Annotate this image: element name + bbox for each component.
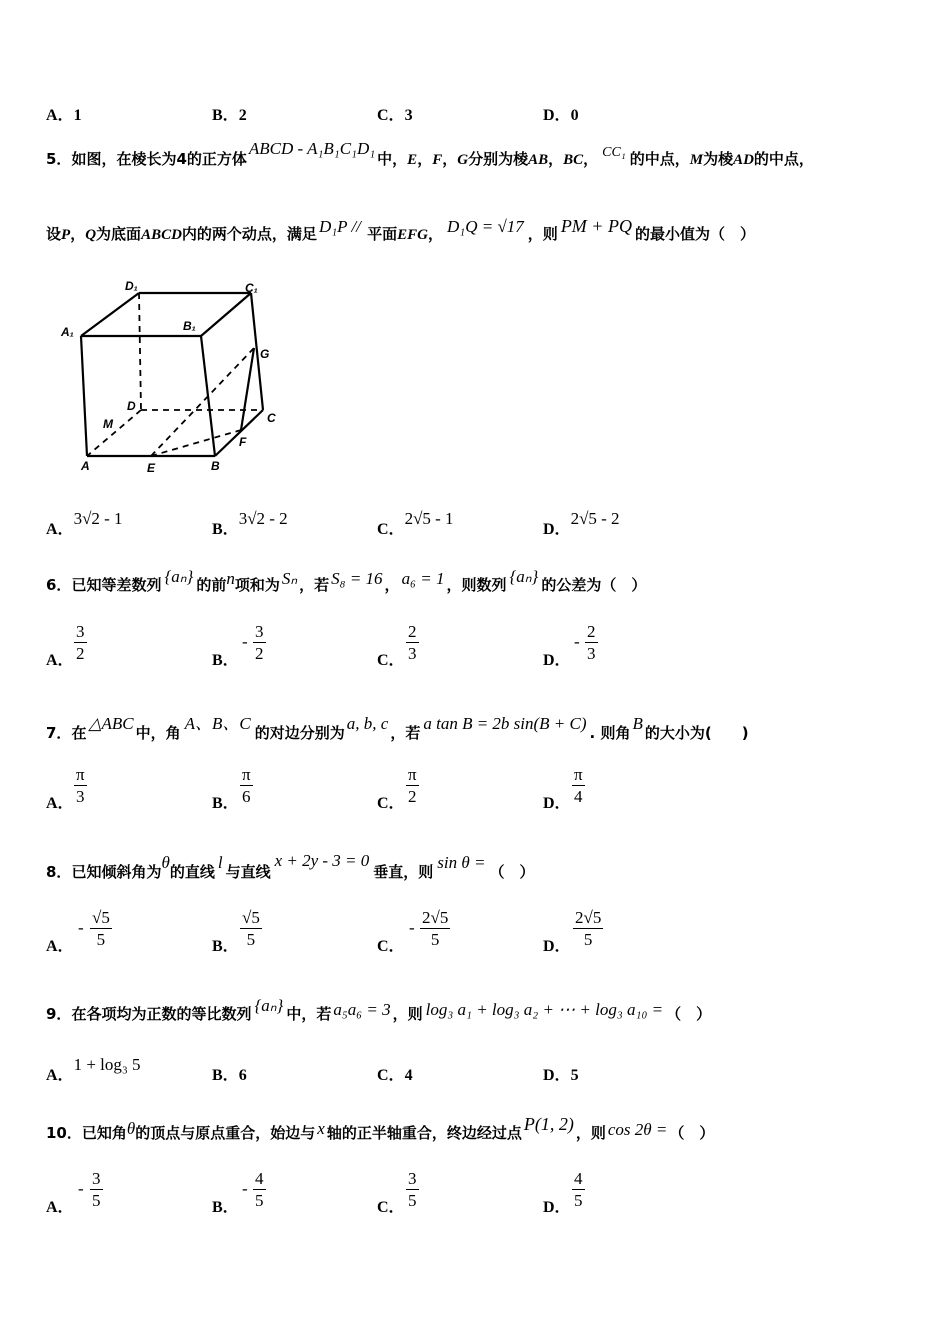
fig-label-a: A (81, 459, 90, 473)
q7-option-c-frac: $\frac{\pi}{2}$ (408, 765, 417, 806)
q6-number: 6． (46, 576, 72, 594)
q8-stem: 8．已知倾斜角为θ的直线 l 与直线x + 2y - 3 = 0垂直，则 sin θ = （ ） (46, 851, 535, 881)
q10-option-c-frac: $\frac{3}{5}$ (408, 1169, 417, 1210)
q5-cube-name: ABCD - A₁B₁C₁D₁ (248, 139, 376, 158)
q7-number: 7． (46, 724, 72, 742)
fig-label-d1: D₁ (125, 279, 138, 293)
fig-label-m: M (103, 417, 113, 431)
fig-label-a1: A₁ (61, 325, 74, 339)
q4-option-b[interactable]: B．2 (212, 107, 247, 124)
fig-label-e: E (147, 461, 156, 475)
q4-option-c[interactable]: C．3 (377, 107, 413, 124)
q8-number: 8． (46, 863, 72, 881)
q8-option-b-frac: $\frac{√5}{5}$ (242, 908, 260, 949)
q5-cube-figure (55, 278, 295, 478)
fig-label-c1: C₁ (245, 281, 258, 295)
q9-number: 9． (46, 1005, 72, 1023)
q6-option-a-frac: $\frac{3}{2}$ (76, 622, 85, 663)
fig-label-f: F (239, 435, 247, 449)
fig-label-g: G (260, 347, 270, 361)
q10-option-a-frac: $\frac{3}{5}$ (92, 1169, 101, 1210)
q4-option-a[interactable]: A．1 (46, 107, 82, 124)
q5-line2: 设P，Q为底面ABCD内的两个动点，满足 D₁P // 平面EFG， D₁Q = √17 ，则 PM + PQ 的最小值为（ ） (46, 216, 755, 243)
q6-option-c-frac: $\frac{2}{3}$ (408, 622, 417, 663)
q8-option-a-frac: $\frac{√5}{5}$ (92, 908, 110, 949)
q5-number: 5． (46, 150, 72, 168)
q7-stem: 7．在 △ABC 中，角 A、B、C 的对边分别为 a, b, c ，若 a tan B = 2b sin(B + C) . 则角 B 的大小为( ) (46, 714, 749, 742)
q5-option-d[interactable]: D．2√5 - 2 (543, 509, 620, 538)
q9-option-c[interactable]: C．4 (377, 1067, 413, 1084)
q10-stem: 10．已知角θ的顶点与原点重合，始边与 x 轴的正半轴重合，终边经过点 P(1, 2) ，则 cos 2θ = （ ） (46, 1114, 715, 1142)
q10-option-b-frac: $\frac{4}{5}$ (255, 1169, 264, 1210)
q7-option-b-frac: $\frac{\pi}{6}$ (242, 765, 251, 806)
q6-stem: 6．已知等差数列 {aₙ} 的前n项和为 Sₙ ，若 S₈ = 16 ， a₆ = 1 ，则数列 {aₙ} 的公差为（ ） (46, 567, 647, 594)
fig-label-d: D (127, 399, 136, 413)
q6-option-d-frac: $\frac{2}{3}$ (587, 622, 596, 663)
q7-option-a-frac: $\frac{\pi}{3}$ (76, 765, 85, 806)
q5-option-b[interactable]: B．3√2 - 2 (212, 509, 288, 538)
q4-option-d[interactable]: D．0 (543, 107, 579, 124)
q10-number: 10． (46, 1124, 82, 1142)
q10-option-d-frac: $\frac{4}{5}$ (574, 1169, 583, 1210)
q5-line1: 5．如图，在棱长为4的正方体ABCD - A₁B₁C₁D₁中，E，F，G分别为棱AB，BC， CC₁ 的中点，M为棱AD的中点， (46, 139, 814, 168)
q9-stem: 9．在各项均为正数的等比数列 {aₙ} 中，若 a₅a₆ = 3 ，则 log₃ a₁ + log₃ a₂ + ⋯ + log₃ a₁₀ = （ ） (46, 996, 712, 1023)
fig-label-b1: B₁ (183, 319, 196, 333)
q8-option-d-frac: $\frac{2√5}{5}$ (575, 908, 602, 949)
q7-option-d-frac: $\frac{\pi}{4}$ (574, 765, 583, 806)
q9-option-a[interactable]: A．1 + log₃ 5 (46, 1055, 141, 1084)
fig-label-b: B (211, 459, 220, 473)
fig-label-c: C (267, 411, 276, 425)
q8-option-c-frac: $\frac{2√5}{5}$ (422, 908, 449, 949)
q9-option-d[interactable]: D．5 (543, 1067, 579, 1084)
q5-option-c[interactable]: C．2√5 - 1 (377, 509, 454, 538)
q6-option-b-frac: $\frac{3}{2}$ (255, 622, 264, 663)
q5-option-a[interactable]: A．3√2 - 1 (46, 509, 123, 538)
q9-option-b[interactable]: B．6 (212, 1067, 247, 1084)
